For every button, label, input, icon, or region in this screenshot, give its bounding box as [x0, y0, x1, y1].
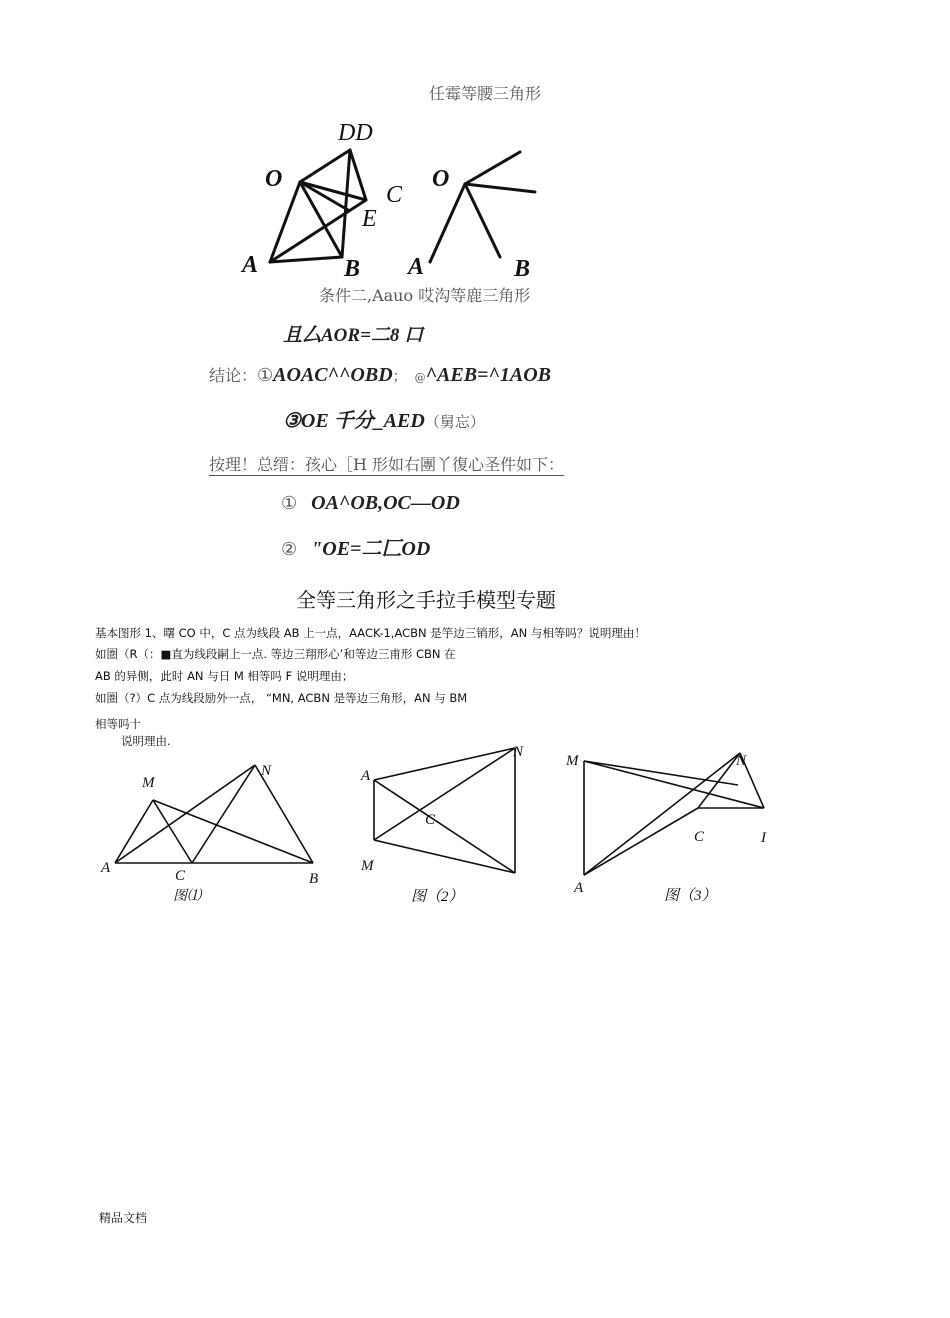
summary-line [209, 452, 564, 475]
conclusion-2: ^AEB=^1AOB [425, 364, 551, 386]
fig3-edge-an [584, 753, 740, 875]
fig1-edge-cn [192, 765, 255, 863]
problem-para-5: 相等吗十 [95, 717, 141, 731]
label-a1: A [242, 252, 259, 278]
footer-text: 精品文档 [99, 1211, 148, 1225]
fig3-label-a: A [574, 880, 584, 896]
fig3-edge-ac [584, 808, 698, 875]
fig2-label-n: N [513, 744, 524, 760]
edge-dc [350, 150, 366, 200]
fig1-caption: 图⑴ [173, 889, 201, 904]
conclusion-2-num: @ [414, 371, 426, 384]
conclusion-3-row [283, 404, 485, 433]
label-b2: B [514, 256, 531, 282]
summary-item-2 [281, 532, 430, 561]
fig3-label-n: N [736, 753, 747, 769]
fig3-label-c: C [694, 829, 705, 845]
label-dd: DD [338, 120, 373, 146]
edge-od [300, 150, 350, 182]
fig1-label-m: M [142, 775, 155, 791]
summary-item-2-num: ② [281, 539, 298, 560]
edge-bd [342, 150, 350, 257]
fig3-label-m: M [566, 753, 579, 769]
problem-para-3: AB 的异侧，此时 AN 与日 M 相等吗 F 说明理由； [95, 669, 354, 683]
condition-line-1: 条件二,Aauo 哎沟等鹿三角形 [319, 286, 531, 305]
label-o1: O [265, 166, 283, 192]
edge-ao [270, 182, 300, 262]
summary-item-1 [281, 490, 460, 515]
figure-3 [560, 745, 775, 910]
section-title: 全等三角形之手拉手模型专题 [296, 588, 556, 612]
condition-line-2-text: 且厶AOR=二8 口 [283, 325, 424, 346]
problem-para-6: 说明理由. [121, 734, 171, 748]
condition-line-2 [283, 320, 423, 347]
fig2-label-a: A [361, 768, 371, 784]
figure-1 [95, 755, 335, 910]
summary-item-2-text: "OE=二匚OD [311, 538, 431, 560]
edge-ab [270, 257, 342, 262]
top-subtitle: 任霉等腰三角形 [429, 84, 542, 103]
fig1-edge-am [115, 800, 153, 863]
fig1-edge-an [115, 765, 255, 863]
conclusion-sep: ； [392, 369, 407, 385]
fig2-edge-an [374, 748, 515, 780]
fig2-caption: 图（2） [411, 889, 464, 905]
conclusion-1: AOAC^^OBD [273, 364, 393, 386]
summary-text: 按理！总缙：孩心［H 形如右團丫復心圣件如下： [209, 455, 565, 474]
problem-para-1: 基本图形 1、曙 CO 中，C 点为线段 AB 上一点，AACK-1,ACBN 是竽边三销形，AN 与相等吗？说明理由！ [95, 626, 646, 640]
fig1-edge-mb [153, 800, 313, 863]
fig1-label-a: A [101, 860, 111, 876]
fig2-edge-mb [374, 840, 515, 873]
fig1-edge-nb [255, 765, 313, 863]
fig3-caption: 图（3） [664, 888, 717, 904]
edge-ac [270, 200, 366, 262]
label-a2: A [408, 254, 425, 280]
problem-para-2: 如圏（R（：■直为线段嗣上一点. 等边三翔形心’和等边三甫形 CBN 在 [95, 647, 456, 661]
summary-item-1-text: OA^OB,OC—OD [311, 492, 460, 514]
fig3-label-b: I [761, 830, 766, 846]
label-e: E [362, 206, 377, 232]
fig1-label-n: N [261, 763, 272, 779]
fig2-label-c: C [425, 812, 436, 828]
label-c: C [386, 182, 403, 208]
top-geometry-figure [230, 112, 550, 287]
problem-para-4: 如圏（?）C 点为线段励外一点， “MN, ACBN 是等边三角形，AN 与 BM [95, 691, 468, 705]
summary-item-1-num: ① [281, 493, 298, 514]
edge-oc-2 [465, 184, 535, 192]
edge-ao-2 [430, 184, 465, 262]
figure-2 [355, 740, 535, 910]
conclusion-3-note: （舅忘） [424, 413, 485, 431]
edge-od-2 [465, 152, 520, 184]
edge-ob-2 [465, 184, 500, 257]
label-b1: B [344, 256, 361, 282]
conclusions-label: 结论： [209, 366, 258, 385]
label-o2: O [432, 166, 450, 192]
conclusion-3: ③OE 千分_AED [283, 410, 425, 432]
fig1-label-c: C [175, 868, 186, 884]
conclusion-1-num: ① [257, 365, 274, 386]
fig1-label-b: B [309, 871, 319, 887]
conclusions-row [209, 362, 551, 387]
fig2-label-m: M [361, 858, 374, 874]
